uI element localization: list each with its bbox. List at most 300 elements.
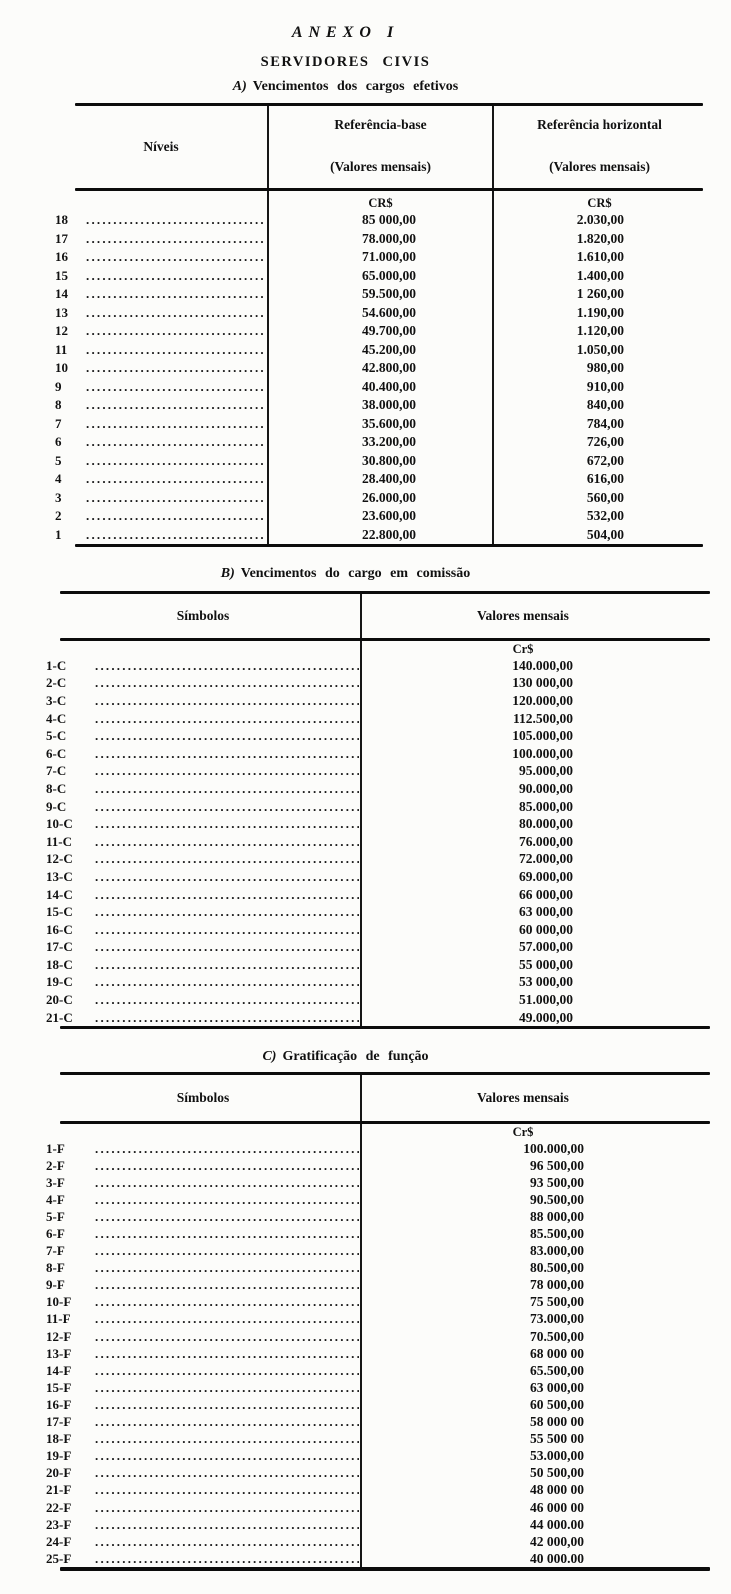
table-gratificacao-de-funcao bbox=[46, 1072, 710, 1571]
valor-cell bbox=[360, 1009, 710, 1027]
simbolo-label: 23-F bbox=[46, 1516, 72, 1532]
dot-leader bbox=[95, 1448, 359, 1464]
currency-cell bbox=[360, 641, 710, 657]
horizontal-cell bbox=[492, 267, 705, 286]
table-b-row bbox=[46, 710, 710, 728]
valor-cell bbox=[360, 939, 710, 957]
table-a-row bbox=[55, 415, 705, 434]
table-b-row bbox=[46, 851, 710, 869]
simbolo-cell bbox=[46, 1140, 360, 1157]
table-b-row bbox=[46, 991, 710, 1009]
simbolo-label: 5-F bbox=[46, 1208, 65, 1224]
header-simbolos bbox=[46, 1075, 360, 1121]
table-c-row bbox=[46, 1311, 710, 1328]
valor-cell bbox=[360, 974, 710, 992]
valor-value: 69.000,00 bbox=[519, 868, 573, 884]
table-b-body bbox=[46, 657, 710, 1026]
table-c-row bbox=[46, 1550, 710, 1567]
nivel-cell bbox=[55, 230, 267, 249]
nivel-label: 16 bbox=[55, 249, 68, 265]
simbolo-label: 9-F bbox=[46, 1277, 65, 1293]
horizontal-value: 532,00 bbox=[586, 508, 624, 524]
dot-leader bbox=[95, 887, 359, 903]
header-valores-mensais bbox=[360, 1075, 710, 1121]
table-b-row bbox=[46, 798, 710, 816]
nivel-cell bbox=[55, 359, 267, 378]
table-a-row bbox=[55, 230, 705, 249]
horizontal-cell bbox=[492, 322, 705, 341]
dot-leader bbox=[95, 711, 359, 727]
nivel-label: 13 bbox=[55, 304, 68, 320]
simbolo-cell bbox=[46, 1396, 360, 1413]
dot-leader bbox=[95, 1534, 359, 1550]
dot-leader bbox=[95, 1397, 359, 1413]
nivel-label: 7 bbox=[55, 415, 62, 431]
section-c-caption bbox=[0, 1049, 691, 1065]
simbolo-cell bbox=[46, 798, 360, 816]
section-a-caption bbox=[0, 79, 691, 95]
simbolo-label: 14-C bbox=[46, 886, 73, 902]
valor-value: 130 000,00 bbox=[512, 675, 573, 691]
base-value: 40.400,00 bbox=[362, 378, 416, 394]
nivel-cell bbox=[55, 470, 267, 489]
valor-cell bbox=[360, 1448, 710, 1465]
table-b-row bbox=[46, 921, 710, 939]
valor-cell bbox=[360, 780, 710, 798]
simbolo-cell bbox=[46, 886, 360, 904]
horizontal-cell bbox=[492, 341, 705, 360]
horizontal-value: 1.120,00 bbox=[576, 323, 624, 339]
simbolo-label: 11-C bbox=[46, 833, 72, 849]
currency-label: Cr$ bbox=[512, 1125, 534, 1139]
table-c-currency-row bbox=[46, 1124, 710, 1140]
simbolo-cell bbox=[46, 710, 360, 728]
table-c-row bbox=[46, 1328, 710, 1345]
table-c-row bbox=[46, 1379, 710, 1396]
dot-leader bbox=[95, 834, 359, 850]
simbolo-label: 15-F bbox=[46, 1379, 72, 1395]
base-cell bbox=[267, 489, 492, 508]
base-cell bbox=[267, 433, 492, 452]
simbolo-label: 17-F bbox=[46, 1414, 72, 1430]
simbolo-cell bbox=[46, 1260, 360, 1277]
base-value: 49.700,00 bbox=[362, 323, 416, 339]
dot-leader bbox=[95, 1243, 359, 1259]
valor-value: 95.000,00 bbox=[519, 763, 573, 779]
valor-cell bbox=[360, 710, 710, 728]
nivel-cell bbox=[55, 285, 267, 304]
table-b-row bbox=[46, 745, 710, 763]
table-a-currency-row bbox=[55, 191, 705, 211]
simbolo-cell bbox=[46, 1431, 360, 1448]
table-c-row bbox=[46, 1482, 710, 1499]
table-c-row bbox=[46, 1516, 710, 1533]
valor-cell bbox=[360, 991, 710, 1009]
valor-cell bbox=[360, 1379, 710, 1396]
valor-value: 53 000,00 bbox=[519, 974, 573, 990]
dot-leader bbox=[86, 527, 266, 543]
dot-leader bbox=[86, 212, 266, 228]
horizontal-cell bbox=[492, 433, 705, 452]
valor-cell bbox=[360, 1414, 710, 1431]
simbolo-cell bbox=[46, 1550, 360, 1567]
base-value: 45.200,00 bbox=[362, 341, 416, 357]
dot-leader bbox=[86, 342, 266, 358]
valor-value: 100.000,00 bbox=[512, 745, 573, 761]
valor-value: 50 500,00 bbox=[530, 1465, 584, 1481]
table-a-row bbox=[55, 341, 705, 360]
simbolo-label: 20-C bbox=[46, 992, 73, 1008]
dot-leader bbox=[95, 1363, 359, 1379]
valor-value: 44 000.00 bbox=[530, 1516, 584, 1532]
base-cell bbox=[267, 248, 492, 267]
valor-value: 76.000,00 bbox=[519, 833, 573, 849]
simbolo-cell bbox=[46, 1414, 360, 1431]
horizontal-cell bbox=[492, 304, 705, 323]
table-b-row bbox=[46, 727, 710, 745]
nivel-cell bbox=[55, 396, 267, 415]
valor-value: 75 500,00 bbox=[530, 1294, 584, 1310]
valor-cell bbox=[360, 1516, 710, 1533]
nivel-label: 11 bbox=[55, 341, 68, 357]
nivel-label: 17 bbox=[55, 230, 68, 246]
table-b-row bbox=[46, 956, 710, 974]
nivel-label: 14 bbox=[55, 286, 68, 302]
dot-leader bbox=[95, 1517, 359, 1533]
simbolo-label: 13-C bbox=[46, 868, 73, 884]
simbolo-cell bbox=[46, 1533, 360, 1550]
base-cell bbox=[267, 304, 492, 323]
dot-leader bbox=[86, 379, 266, 395]
horizontal-cell bbox=[492, 359, 705, 378]
simbolo-cell bbox=[46, 780, 360, 798]
nivel-cell bbox=[55, 452, 267, 471]
simbolo-cell bbox=[46, 1362, 360, 1379]
valor-value: 63 000,00 bbox=[530, 1379, 584, 1395]
table-a-row bbox=[55, 248, 705, 267]
currency-horizontal-cell bbox=[492, 191, 705, 211]
simbolo-label: 7-C bbox=[46, 763, 67, 779]
simbolo-label: 5-C bbox=[46, 728, 67, 744]
simbolo-cell bbox=[46, 1174, 360, 1191]
nivel-cell bbox=[55, 433, 267, 452]
table-b-row bbox=[46, 868, 710, 886]
dot-leader bbox=[95, 869, 359, 885]
header-niveis bbox=[55, 106, 267, 188]
nivel-cell bbox=[55, 248, 267, 267]
currency-horizontal-label: CR$ bbox=[587, 196, 612, 210]
simbolo-label: 7-F bbox=[46, 1243, 65, 1259]
valor-cell bbox=[360, 956, 710, 974]
table-b-row bbox=[46, 675, 710, 693]
simbolo-label: 12-C bbox=[46, 851, 73, 867]
simbolo-label: 17-C bbox=[46, 939, 73, 955]
table-a-header-row bbox=[55, 106, 705, 188]
simbolo-label: 2-C bbox=[46, 675, 67, 691]
nivel-cell bbox=[55, 378, 267, 397]
rule-bottom bbox=[60, 1026, 710, 1029]
dot-leader bbox=[86, 268, 266, 284]
horizontal-value: 726,00 bbox=[586, 434, 624, 450]
table-a-row bbox=[55, 396, 705, 415]
valor-value: 120.000,00 bbox=[512, 692, 573, 708]
nivel-label: 2 bbox=[55, 508, 62, 524]
header-ref-base-line1: Referência-base bbox=[334, 117, 427, 132]
horizontal-value: 1.190,00 bbox=[576, 304, 624, 320]
header-simbolos bbox=[46, 594, 360, 638]
simbolo-label: 1-F bbox=[46, 1140, 65, 1156]
base-value: 33.200,00 bbox=[362, 434, 416, 450]
simbolo-label: 21-F bbox=[46, 1482, 72, 1498]
table-b-row bbox=[46, 1009, 710, 1027]
base-value: 54.600,00 bbox=[362, 304, 416, 320]
valor-cell bbox=[360, 798, 710, 816]
dot-leader bbox=[95, 1209, 359, 1225]
horizontal-cell bbox=[492, 230, 705, 249]
dot-leader bbox=[86, 231, 266, 247]
simbolo-label: 9-C bbox=[46, 798, 67, 814]
simbolo-cell bbox=[46, 903, 360, 921]
table-b-row bbox=[46, 763, 710, 781]
currency-label: Cr$ bbox=[512, 642, 534, 656]
horizontal-cell bbox=[492, 378, 705, 397]
horizontal-value: 2.030,00 bbox=[576, 212, 624, 228]
valor-cell bbox=[360, 815, 710, 833]
simbolo-label: 19-F bbox=[46, 1448, 72, 1464]
dot-leader bbox=[86, 323, 266, 339]
valor-cell bbox=[360, 1431, 710, 1448]
valor-cell bbox=[360, 1533, 710, 1550]
simbolo-cell bbox=[46, 921, 360, 939]
valor-value: 68 000 00 bbox=[530, 1345, 584, 1361]
table-c-row bbox=[46, 1260, 710, 1277]
base-value: 59.500,00 bbox=[362, 286, 416, 302]
header-simbolos-label: Símbolos bbox=[176, 1090, 230, 1105]
dot-leader bbox=[95, 1551, 359, 1567]
valor-value: 48 000 00 bbox=[530, 1482, 584, 1498]
simbolo-cell bbox=[46, 991, 360, 1009]
table-c-row bbox=[46, 1243, 710, 1260]
valor-value: 78 000,00 bbox=[530, 1277, 584, 1293]
dot-leader bbox=[95, 1346, 359, 1362]
header-referencia-horizontal bbox=[492, 106, 705, 188]
valor-cell bbox=[360, 1157, 710, 1174]
valor-value: 90.000,00 bbox=[519, 780, 573, 796]
horizontal-cell bbox=[492, 415, 705, 434]
nivel-cell bbox=[55, 267, 267, 286]
valor-value: 60 000,00 bbox=[519, 921, 573, 937]
section-b-letter: B) bbox=[220, 566, 235, 581]
dot-leader bbox=[95, 974, 359, 990]
doc-subtitle: SERVIDORES CIVIS bbox=[260, 54, 431, 70]
doc-title: ANEXO I bbox=[291, 24, 400, 41]
dot-leader bbox=[95, 1465, 359, 1481]
horizontal-value: 910,00 bbox=[586, 378, 624, 394]
table-c-row bbox=[46, 1294, 710, 1311]
horizontal-value: 1 260,00 bbox=[576, 286, 624, 302]
currency-spacer bbox=[46, 641, 360, 657]
valor-cell bbox=[360, 1465, 710, 1482]
simbolo-cell bbox=[46, 657, 360, 675]
valor-value: 53.000,00 bbox=[530, 1448, 584, 1464]
horizontal-value: 560,00 bbox=[586, 489, 624, 505]
dot-leader bbox=[86, 416, 266, 432]
dot-leader bbox=[95, 728, 359, 744]
valor-cell bbox=[360, 692, 710, 710]
valor-cell bbox=[360, 763, 710, 781]
simbolo-cell bbox=[46, 1311, 360, 1328]
dot-leader bbox=[95, 675, 359, 691]
nivel-cell bbox=[55, 415, 267, 434]
nivel-label: 1 bbox=[55, 526, 62, 542]
horizontal-value: 616,00 bbox=[586, 471, 624, 487]
dot-leader bbox=[95, 1482, 359, 1498]
base-value: 22.800,00 bbox=[362, 526, 416, 542]
table-a-row bbox=[55, 433, 705, 452]
simbolo-cell bbox=[46, 1465, 360, 1482]
dot-leader bbox=[95, 957, 359, 973]
dot-leader bbox=[86, 434, 266, 450]
dot-leader bbox=[95, 799, 359, 815]
table-c-body bbox=[46, 1140, 710, 1567]
valor-value: 46 000 00 bbox=[530, 1499, 584, 1515]
currency-base-label: CR$ bbox=[368, 196, 393, 210]
valor-cell bbox=[360, 1550, 710, 1567]
simbolo-label: 16-F bbox=[46, 1396, 72, 1412]
table-a-row bbox=[55, 304, 705, 323]
dot-leader bbox=[95, 1500, 359, 1516]
dot-leader bbox=[95, 851, 359, 867]
horizontal-value: 840,00 bbox=[586, 397, 624, 413]
valor-cell bbox=[360, 833, 710, 851]
table-c-row bbox=[46, 1140, 710, 1157]
dot-leader bbox=[95, 904, 359, 920]
nivel-label: 5 bbox=[55, 452, 62, 468]
valor-cell bbox=[360, 1362, 710, 1379]
base-cell bbox=[267, 359, 492, 378]
valor-value: 96 500,00 bbox=[530, 1157, 584, 1173]
table-b-row bbox=[46, 886, 710, 904]
valor-cell bbox=[360, 1499, 710, 1516]
horizontal-value: 1.050,00 bbox=[576, 341, 624, 357]
dot-leader bbox=[95, 658, 359, 674]
base-cell bbox=[267, 507, 492, 526]
simbolo-cell bbox=[46, 692, 360, 710]
valor-cell bbox=[360, 886, 710, 904]
nivel-label: 12 bbox=[55, 323, 68, 339]
simbolo-label: 15-C bbox=[46, 904, 73, 920]
simbolo-cell bbox=[46, 1191, 360, 1208]
table-b-row bbox=[46, 833, 710, 851]
valor-cell bbox=[360, 1174, 710, 1191]
nivel-cell bbox=[55, 322, 267, 341]
horizontal-cell bbox=[492, 396, 705, 415]
horizontal-cell bbox=[492, 489, 705, 508]
base-value: 23.600,00 bbox=[362, 508, 416, 524]
valor-value: 66 000,00 bbox=[519, 886, 573, 902]
table-b-row bbox=[46, 939, 710, 957]
horizontal-cell bbox=[492, 507, 705, 526]
dot-leader bbox=[86, 305, 266, 321]
dot-leader bbox=[95, 992, 359, 1008]
nivel-cell bbox=[55, 489, 267, 508]
nivel-cell bbox=[55, 211, 267, 230]
section-b-title: Vencimentos do cargo em comissão bbox=[240, 566, 471, 581]
header-referencia-base bbox=[267, 106, 492, 188]
table-a-row bbox=[55, 452, 705, 471]
base-cell bbox=[267, 267, 492, 286]
valor-cell bbox=[360, 657, 710, 675]
simbolo-label: 6-F bbox=[46, 1226, 65, 1242]
simbolo-cell bbox=[46, 1277, 360, 1294]
table-b-currency-row bbox=[46, 641, 710, 657]
valor-value: 70.500,00 bbox=[530, 1328, 584, 1344]
valor-cell bbox=[360, 1294, 710, 1311]
dot-leader bbox=[86, 508, 266, 524]
valor-value: 73.000,00 bbox=[530, 1311, 584, 1327]
table-b-row bbox=[46, 974, 710, 992]
table-b-header-row bbox=[46, 594, 710, 638]
header-valores-mensais bbox=[360, 594, 710, 638]
dot-leader bbox=[86, 249, 266, 265]
nivel-cell bbox=[55, 507, 267, 526]
valor-value: 60 500,00 bbox=[530, 1396, 584, 1412]
nivel-label: 8 bbox=[55, 397, 62, 413]
horizontal-cell bbox=[492, 285, 705, 304]
dot-leader bbox=[86, 471, 266, 487]
section-a-title: Vencimentos dos cargos efetivos bbox=[252, 79, 459, 94]
valor-cell bbox=[360, 851, 710, 869]
currency-spacer bbox=[46, 1124, 360, 1140]
valor-value: 85.000,00 bbox=[519, 798, 573, 814]
table-a-row bbox=[55, 359, 705, 378]
simbolo-label: 14-F bbox=[46, 1362, 72, 1378]
table-a-row bbox=[55, 489, 705, 508]
dot-leader bbox=[86, 360, 266, 376]
table-c-row bbox=[46, 1174, 710, 1191]
simbolo-label: 2-F bbox=[46, 1157, 65, 1173]
simbolo-label: 3-C bbox=[46, 692, 67, 708]
header-ref-horiz-line2: (Valores mensais) bbox=[549, 159, 650, 174]
valor-value: 51.000,00 bbox=[519, 992, 573, 1008]
simbolo-cell bbox=[46, 1225, 360, 1242]
dot-leader bbox=[95, 939, 359, 955]
currency-base-cell bbox=[267, 191, 492, 211]
base-cell bbox=[267, 470, 492, 489]
base-cell bbox=[267, 378, 492, 397]
table-a-row bbox=[55, 507, 705, 526]
valor-cell bbox=[360, 675, 710, 693]
base-value: 78.000,00 bbox=[362, 230, 416, 246]
table-c-header-row bbox=[46, 1075, 710, 1121]
simbolo-cell bbox=[46, 1345, 360, 1362]
simbolo-label: 10-C bbox=[46, 816, 73, 832]
table-a-row bbox=[55, 470, 705, 489]
valor-cell bbox=[360, 1328, 710, 1345]
valor-cell bbox=[360, 1311, 710, 1328]
table-c-row bbox=[46, 1208, 710, 1225]
table-b-row bbox=[46, 692, 710, 710]
dot-leader bbox=[86, 453, 266, 469]
nivel-label: 10 bbox=[55, 360, 68, 376]
table-b-row bbox=[46, 815, 710, 833]
valor-value: 88 000,00 bbox=[530, 1208, 584, 1224]
dot-leader bbox=[95, 781, 359, 797]
valor-value: 140.000,00 bbox=[512, 657, 573, 673]
base-value: 28.400,00 bbox=[362, 471, 416, 487]
valor-value: 40 000.00 bbox=[530, 1550, 584, 1566]
dot-leader bbox=[95, 1226, 359, 1242]
